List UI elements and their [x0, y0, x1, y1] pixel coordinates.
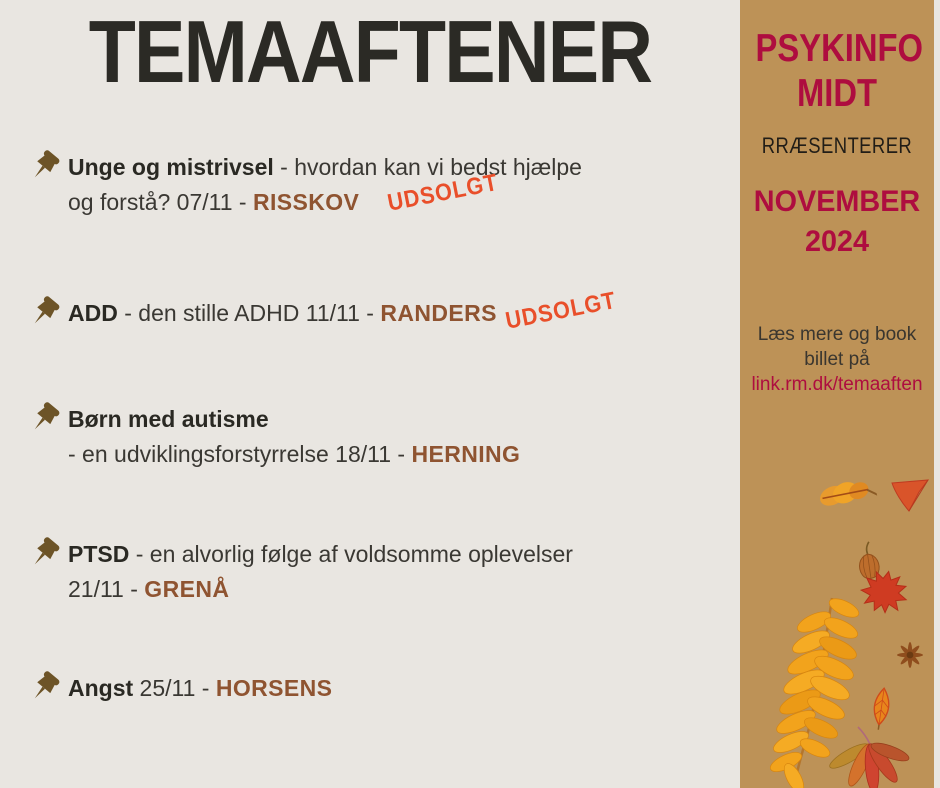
event-line: [68, 185, 582, 220]
year-line: 2024: [804, 225, 870, 258]
event-item-unge-og-mistrivsel: [28, 150, 582, 220]
event-text: [68, 537, 573, 607]
cta-text: [740, 322, 934, 372]
cta-line2: billet på: [804, 349, 870, 370]
event-line: [68, 537, 573, 572]
event-item-add: [28, 296, 497, 331]
soldout-stamp: UDSOLGT: [503, 286, 619, 335]
event-location: HERNING: [411, 441, 521, 467]
event-line: [68, 572, 573, 607]
brand-line1: PSYKINFO: [755, 27, 923, 70]
event-text: [68, 150, 582, 220]
oak-leaf-icon: [812, 462, 881, 527]
event-title: Børn med autisme: [68, 406, 269, 432]
event-line: [68, 671, 332, 706]
creeper-leaf-icon: [820, 726, 915, 788]
event-desc: og forstå? 07/11 -: [68, 189, 253, 215]
event-item-ptsd: [28, 537, 573, 607]
event-desc: - en udviklingsforstyrrelse 18/11 -: [68, 441, 412, 467]
pushpin-icon: [28, 537, 62, 571]
event-desc: 21/11 -: [68, 576, 145, 602]
red-leaf-icon: [890, 478, 930, 519]
event-title: PTSD: [68, 541, 130, 567]
event-location: RANDERS: [380, 300, 497, 326]
month-title: [744, 182, 930, 262]
event-item-boern-med-autisme: [28, 402, 520, 472]
booking-link: link.rm.dk/temaaften: [751, 374, 923, 395]
event-line: [68, 296, 497, 331]
event-title: Unge og mistrivsel: [68, 154, 274, 180]
pushpin-icon: [28, 150, 62, 184]
background-edge: [934, 0, 940, 788]
pushpin-icon: [28, 296, 62, 330]
event-location: GRENÅ: [144, 576, 230, 602]
poster-title: TEMAAFTENER: [88, 2, 652, 101]
event-desc: 25/11 -: [133, 675, 216, 701]
cta-line1: Læs mere og book: [757, 324, 917, 345]
month-line: NOVEMBER: [753, 185, 921, 218]
event-item-angst: [28, 671, 332, 706]
star-anise-icon: [894, 640, 926, 675]
event-desc: - en alvorlig følge af voldsomme oplevelser: [129, 541, 573, 567]
event-line: [68, 150, 582, 185]
brand-line2: MIDT: [796, 72, 878, 115]
pushpin-icon: [28, 671, 62, 705]
sidebar: [740, 0, 934, 788]
brand-title: [755, 26, 923, 116]
soldout-stamp: UDSOLGT: [385, 168, 501, 217]
event-title: ADD: [68, 300, 118, 326]
event-text: [68, 296, 497, 331]
pushpin-icon: [28, 402, 62, 436]
event-line: [68, 437, 520, 472]
event-title: Angst: [68, 675, 134, 701]
presents-label: RRÆSENTERER: [761, 133, 913, 158]
event-line: [68, 402, 520, 437]
event-desc: - den stille ADHD 11/11 -: [117, 300, 381, 326]
event-text: [68, 671, 332, 706]
event-desc: - hvordan kan vi bedst hjælpe: [273, 154, 582, 180]
event-location: RISSKOV: [252, 189, 360, 215]
event-location: HORSENS: [215, 675, 333, 701]
event-text: [68, 402, 520, 472]
